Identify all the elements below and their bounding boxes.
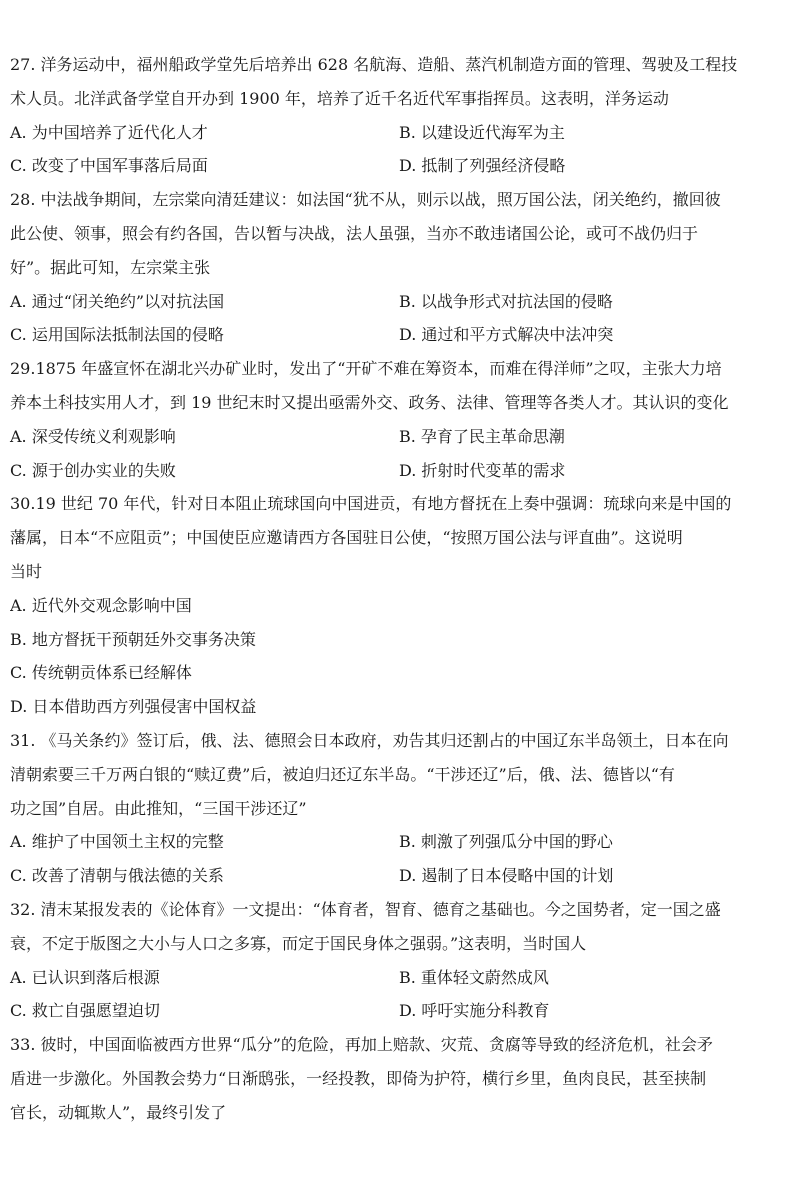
options-row — [10, 994, 790, 1028]
option-a: A. 深受传统义利观影响 — [10, 426, 176, 446]
option-c: C. 运用国际法抵制法国的侵略 — [10, 325, 224, 345]
question-stem-line: 此公使、领事，照会有约各国，告以暂与决战，法人虽强，当亦不敢违诸国公论，或可不战仍归于 — [10, 223, 699, 243]
question-stem-line: 好”。据此可知，左宗棠主张 — [10, 257, 211, 277]
option-c: C. 改变了中国军事落后局面 — [10, 156, 208, 176]
option-c: C. 改善了清朝与俄法德的关系 — [10, 866, 224, 886]
options-row — [10, 318, 790, 352]
options-row — [10, 149, 790, 183]
question-stem-line: 官长，动辄欺人”，最终引发了 — [10, 1102, 227, 1122]
options-row — [10, 859, 790, 893]
question-28 — [10, 183, 790, 352]
options-row — [10, 116, 790, 150]
question-29 — [10, 352, 790, 487]
question-stem-line: 功之国”自居。由此推知，“三国干涉还辽” — [10, 798, 307, 818]
question-stem-line: 27. 洋务运动中，福州船政学堂先后培养出 628 名航海、造船、蒸汽机制造方面的管理、驾驶及工程技 — [10, 55, 738, 74]
option-b: B. 以战争形式对抗法国的侵略 — [399, 291, 613, 311]
options-row — [10, 825, 790, 859]
option-b: B. 孕育了民主革命思潮 — [399, 426, 565, 446]
options-row — [10, 454, 790, 488]
option-d: D. 通过和平方式解决中法冲突 — [399, 325, 614, 345]
question-stem-line: 衰，不定于版图之大小与人口之多寡，而定于国民身体之强弱。”这表明，当时国人 — [10, 933, 587, 953]
question-stem-line: 盾进一步激化。外国教会势力“日渐鸱张，一经投教，即倚为护符，横行乡里，鱼肉良民，甚至挟制 — [10, 1068, 707, 1088]
question-stem-line: 术人员。北洋武备学堂自开办到 1900 年，培养了近千名近代军事指挥员。这表明，洋务运动 — [10, 88, 669, 108]
question-stem-line: 30.19 世纪 70 年代，针对日本阻止琉球国向中国进贡，有地方督抚在上奏中强调：琉球向来是中国的 — [10, 494, 732, 514]
question-31 — [10, 724, 790, 893]
question-stem-line: 清朝索要三千万两白银的“赎辽费”后，被迫归还辽东半岛。“干涉还辽”后，俄、法、德皆以“有 — [10, 764, 675, 784]
question-stem-line: 33. 彼时，中国面临被西方世界“瓜分”的危险，再加上赔款、灾荒、贪腐等导致的经济危机，社会矛 — [10, 1035, 713, 1055]
option-a: A. 维护了中国领土主权的完整 — [10, 832, 224, 852]
question-stem-line: 当时 — [10, 561, 43, 581]
question-stem-line: 31. 《马关条约》签订后，俄、法、德照会日本政府，劝告其归还割占的中国辽东半岛领土，日本在向 — [10, 730, 729, 750]
question-stem-line: 藩属，日本“不应阻贡”；中国使臣应邀请西方各国驻日公使，“按照万国公法与评直曲”。这说明 — [10, 528, 683, 548]
options-row — [10, 420, 790, 454]
question-stem-line: 29.1875 年盛宣怀在湖北兴办矿业时，发出了“开矿不难在筹资本，而难在得洋师”之叹，主张大力培 — [10, 359, 722, 379]
option-c: C. 救亡自强愿望迫切 — [10, 1001, 160, 1021]
option-d: D. 遏制了日本侵略中国的计划 — [399, 866, 614, 886]
question-stem-line: 养本土科技实用人才，到 19 世纪末时又提出亟需外交、政务、法律、管理等各类人才。其认识的变化 — [10, 392, 729, 412]
option-d: D. 折射时代变革的需求 — [399, 460, 566, 480]
option-a: A. 已认识到落后根源 — [10, 967, 160, 987]
option-c: C. 传统朝贡体系已经解体 — [10, 663, 192, 683]
option-a: A. 通过“闭关绝约”以对抗法国 — [10, 291, 225, 311]
option-d: D. 抵制了列强经济侵略 — [399, 156, 566, 176]
option-b: B. 地方督抚干预朝廷外交事务决策 — [10, 629, 256, 649]
options-row — [10, 961, 790, 995]
option-d: D. 日本借助西方列强侵害中国权益 — [10, 697, 257, 717]
option-d: D. 呼吁实施分科教育 — [399, 1001, 550, 1021]
question-stem-line: 32. 清末某报发表的《论体育》一文提出：“体育者，智育、德育之基础也。今之国势者，定一国之盛 — [10, 899, 721, 919]
option-b: B. 刺激了列强瓜分中国的野心 — [399, 832, 613, 852]
option-b: B. 重体轻文蔚然成风 — [399, 967, 549, 987]
question-stem-line: 28. 中法战争期间，左宗棠向清廷建议：如法国“犹不从，则示以战，照万国公法，闭关绝约，撤回彼 — [10, 190, 721, 210]
question-33 — [10, 1028, 790, 1129]
question-30 — [10, 487, 790, 724]
option-c: C. 源于创办实业的失败 — [10, 460, 176, 480]
option-a: A. 为中国培养了近代化人才 — [10, 122, 208, 142]
question-32 — [10, 893, 790, 1028]
options-row — [10, 285, 790, 319]
option-b: B. 以建设近代海军为主 — [399, 122, 565, 142]
exam-page — [10, 48, 790, 1130]
question-27 — [10, 48, 790, 183]
option-a: A. 近代外交观念影响中国 — [10, 595, 192, 615]
